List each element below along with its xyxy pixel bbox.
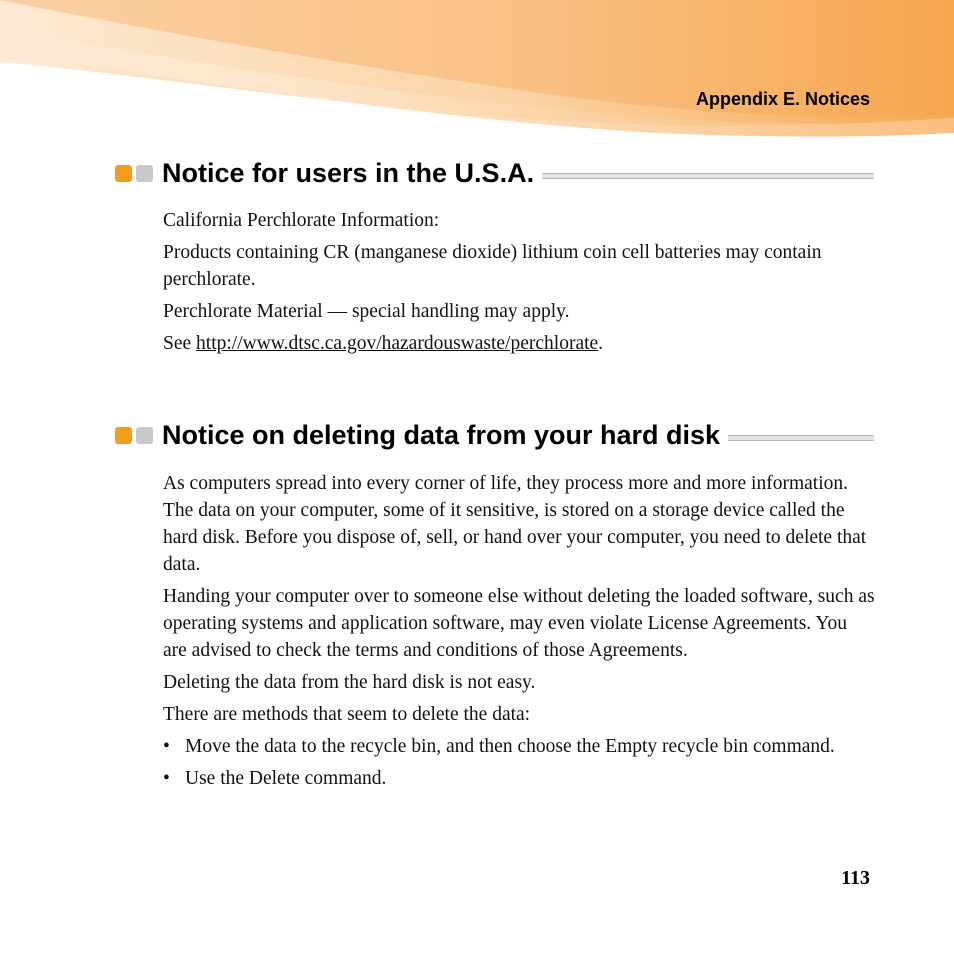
running-header: Appendix E. Notices (695, 89, 870, 109)
heading-bullets (115, 165, 153, 182)
page-number: 113 (841, 867, 870, 889)
link-suffix: . (598, 333, 604, 354)
paragraph: Handing your computer over to someone else without deleting the loaded software, such as operating systems and application software, may even violate License Agreements. You are advised to check the terms and conditions of those Agreements. (163, 586, 875, 661)
grey-square-icon (136, 165, 153, 182)
orange-square-icon (115, 427, 132, 444)
heading-bullets (115, 427, 153, 444)
heading-rule (728, 435, 874, 441)
section-title: Notice on deleting data from your hard disk (162, 419, 721, 450)
list-item-text: Move the data to the recycle bin, and then choose the Empty recycle bin command. (185, 736, 835, 757)
list-item (163, 733, 875, 760)
link-prefix: See (163, 333, 197, 354)
heading-rule (542, 173, 874, 179)
bullet-dot-icon: • (163, 768, 170, 789)
header-banner (0, 0, 954, 140)
section-body-usa (163, 207, 875, 362)
orange-square-icon (115, 165, 132, 182)
bullet-dot-icon: • (163, 736, 170, 757)
paragraph: There are methods that seem to delete the data: (163, 704, 531, 725)
section-title: Notice for users in the U.S.A. (162, 157, 535, 188)
list-item-text: Use the Delete command. (185, 768, 387, 789)
section-heading-usa (115, 156, 874, 190)
perchlorate-link[interactable]: http://www.dtsc.ca.gov/hazardouswaste/perchlorate (196, 333, 599, 354)
paragraph: California Perchlorate Information: (163, 210, 440, 231)
paragraph (163, 330, 875, 357)
paragraph: Deleting the data from the hard disk is not easy. (163, 672, 536, 693)
list-item (163, 765, 875, 792)
section-body-hard-disk (163, 470, 875, 797)
bullet-list (163, 733, 875, 792)
grey-square-icon (136, 427, 153, 444)
section-heading-hard-disk (115, 418, 874, 452)
paragraph: Perchlorate Material — special handling may apply. (163, 301, 570, 322)
paragraph: As computers spread into every corner of life, they process more and more information. The data on your computer, some of it sensitive, is stored on a storage device called the hard disk. Before you dispose of, sell, or hand over your computer, you need to delete that data. (163, 473, 867, 575)
paragraph: Products containing CR (manganese dioxide) lithium coin cell batteries may contain perchlorate. (163, 242, 822, 290)
